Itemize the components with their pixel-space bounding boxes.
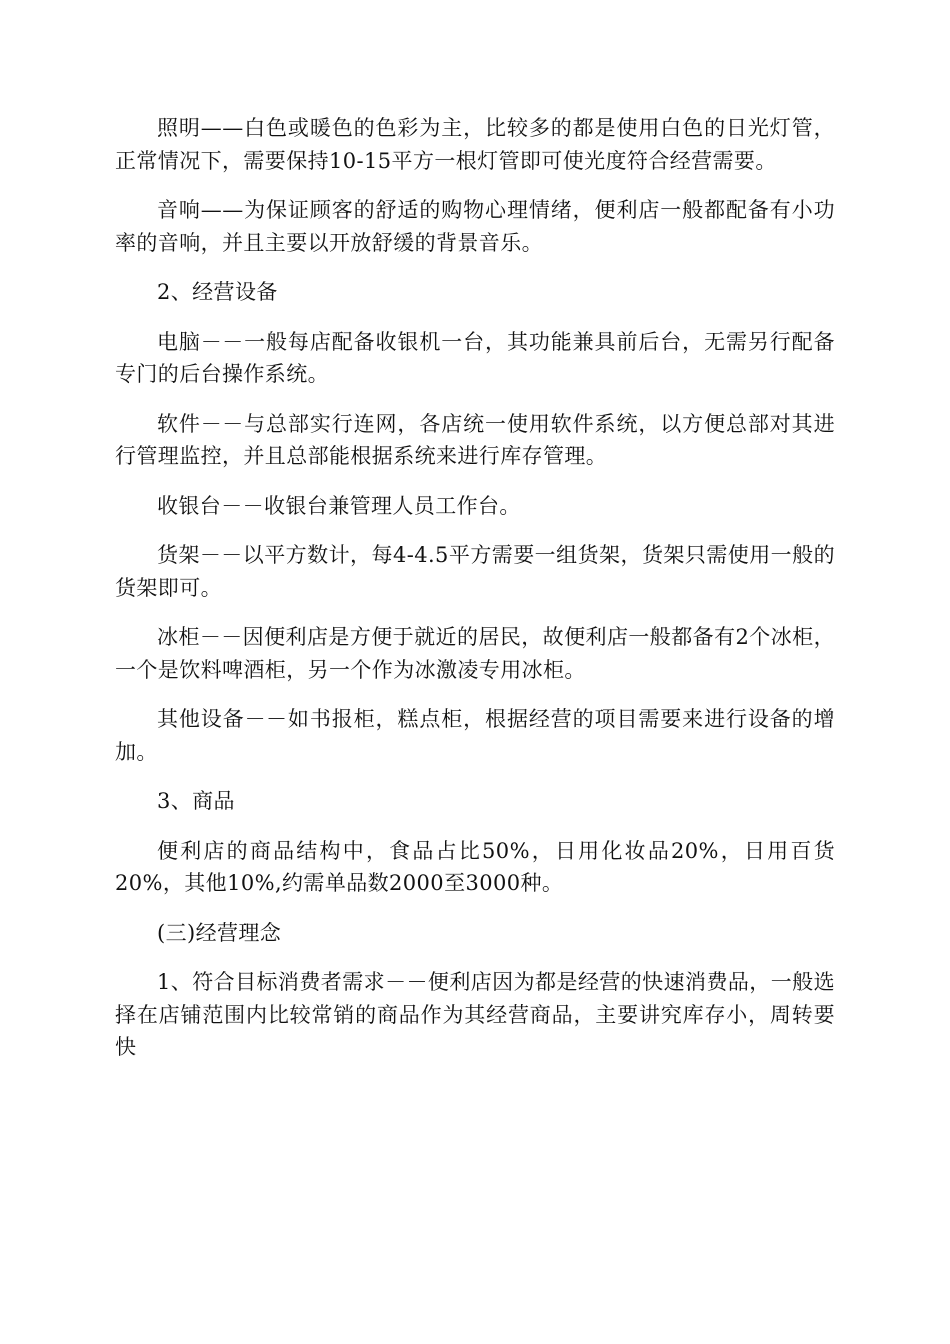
paragraph-other-equipment: 其他设备－－如书报柜，糕点柜，根据经营的项目需要来进行设备的增加。 [115,707,835,764]
paragraph-audio: 音响——为保证顾客的舒适的购物心理情绪，便利店一般都配备有小功率的音响，并且主要以开放舒缓的背景音乐。 [115,198,835,255]
paragraph-computer: 电脑－－一般每店配备收银机一台，其功能兼具前后台，无需另行配备专门的后台操作系统。 [115,329,835,386]
paragraph-shelves: 货架－－以平方数计，每4-4.5平方需要一组货架，货架只需使用一般的货架即可。 [115,543,835,600]
section-heading-products: 3、商品 [157,789,235,813]
section-heading-equipment: 2、经营设备 [157,280,278,304]
paragraph-freezers: 冰柜－－因便利店是方便于就近的居民，故便利店一般都备有2个冰柜，一个是饮料啤酒柜，另一个作为冰激凌专用冰柜。 [115,625,835,682]
paragraph-lighting: 照明——白色或暖色的色彩为主，比较多的都是使用白色的日光灯管，正常情况下，需要保持10-15平方一根灯管即可使光度符合经营需要。 [115,116,835,173]
paragraph-customer-needs: 1、符合目标消费者需求－－便利店因为都是经营的快速消费品，一般选择在店铺范围内比较常销的商品作为其经营商品，主要讲究库存小，周转要快 [115,970,835,1059]
paragraph-software: 软件－－与总部实行连网，各店统一使用软件系统，以方便总部对其进行管理监控，并且总部能根据系统来进行库存管理。 [115,411,835,468]
document-page [115,112,835,1081]
section-heading-business-philosophy: (三)经营理念 [157,920,282,945]
paragraph-product-structure: 便利店的商品结构中，食品占比50%，日用化妆品20%，日用百货20%，其他10%,约需单品数2000至3000种。 [115,838,835,895]
paragraph-cashier-desk: 收银台－－收银台兼管理人员工作台。 [157,493,521,518]
